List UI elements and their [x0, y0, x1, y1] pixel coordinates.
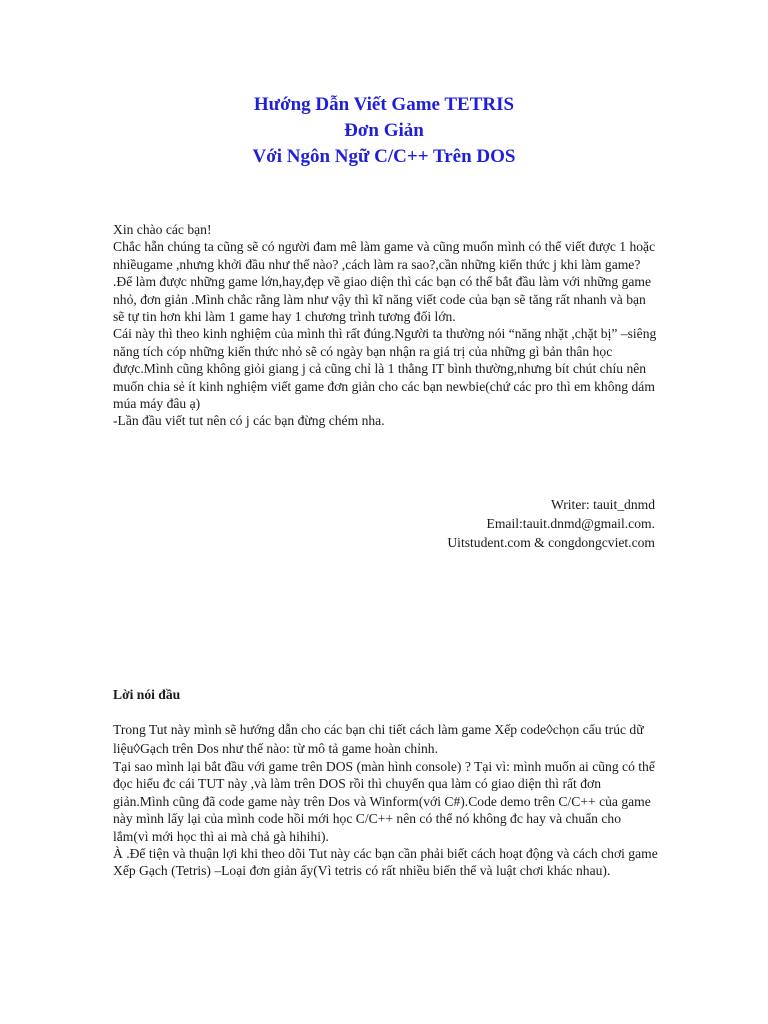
title-line-2: Đơn Giản — [344, 120, 424, 141]
author-signature — [447, 495, 655, 552]
preface-section — [113, 720, 658, 880]
writer-line: Writer: tauit_dnmd — [550, 497, 655, 512]
intro-paragraph-1: Chắc hẵn chúng ta cũng sẽ có người đam mê làm game và cũng muốn mình có thể viết được 1 hoặc nhiềugame ,nhưng khởi đầu như thế nào? ,cách làm ra sao?,cần những kiến thức j khi làm game? .Để làm được những game lớn,hay,đẹp về giao diện thì các bạn có thể bắt đầu làm với những game nhỏ, đơn giản .Mình chắc rằng làm như vậy thì kĩ năng viết code của bạn sẽ tăng rất nhanh và bạn sẽ tự tin hơn khi làm 1 game hay 1 chương trình tương đối lớn. — [113, 239, 656, 325]
preface-paragraph-2: Tại sao mình lại bắt đầu với game trên DOS (màn hình console) ? Tại vì: mình muốn ai cũng có thể đọc hiểu đc cái TUT này ,và làm trên DOS rồi thì chuyển qua làm có giao diện thì rất đơn giản.Mình cũng đã code game này trên Dos và Winform(với C#).Code demo trên C/C++ của game này mình lấy lại của mình code hồi mới học C/C++ nên có thể nó không đc hay và chuẩn cho lắm(vì mới học thì ai mà chả gà hihihi). — [113, 759, 655, 844]
preface-paragraph-3: À .Để tiện và thuận lợi khi theo dõi Tut này các bạn cần phải biết cách hoạt động và cách chơi game Xếp Gạch (Tetris) –Loại đơn giản ấy(Vì tetris có rất nhiều biến thể và luật chơi khác nhau). — [113, 846, 658, 879]
intro-paragraph-2: Cái này thì theo kinh nghiệm của mình thì rất đúng.Người ta thường nói “năng nhặt ,chặt bị” –siêng năng tích cóp những kiến thức nhỏ sẽ có ngày bạn nhận ra giá trị của những gì bản thân học được.Mình cũng không giỏi giang j cả cũng chỉ là 1 thằng IT bình thường,nhưng bít chút chíu nên muốn chia sẻ ít kinh nghiệm viết game đơn giản cho các bạn newbie(chứ các pro thì em không dám múa máy đâu ạ) — [113, 326, 657, 412]
email-line: Email:tauit.dnmd@gmail.com. — [486, 516, 655, 531]
intro-section — [113, 221, 658, 430]
title-line-3: Với Ngôn Ngữ C/C++ Trên DOS — [252, 146, 516, 167]
greeting-text: Xin chào các bạn! — [113, 222, 212, 237]
sites-line: Uitstudent.com & congdongcviet.com — [447, 535, 655, 550]
document-title — [0, 92, 768, 170]
title-line-1: Hướng Dẫn Viết Game TETRIS — [253, 94, 515, 115]
intro-paragraph-3: -Lần đầu viết tut nên có j các bạn đừng chém nha. — [113, 413, 385, 429]
preface-heading: Lời nói đầu — [113, 687, 181, 702]
preface-paragraph-1: Trong Tut này mình sẽ hướng dẫn cho các bạn chi tiết cách làm game Xếp code◊chọn cấu trúc dữ liệu◊Gạch trên Dos như thế nào: từ mô tả game hoàn chỉnh. — [113, 722, 644, 756]
